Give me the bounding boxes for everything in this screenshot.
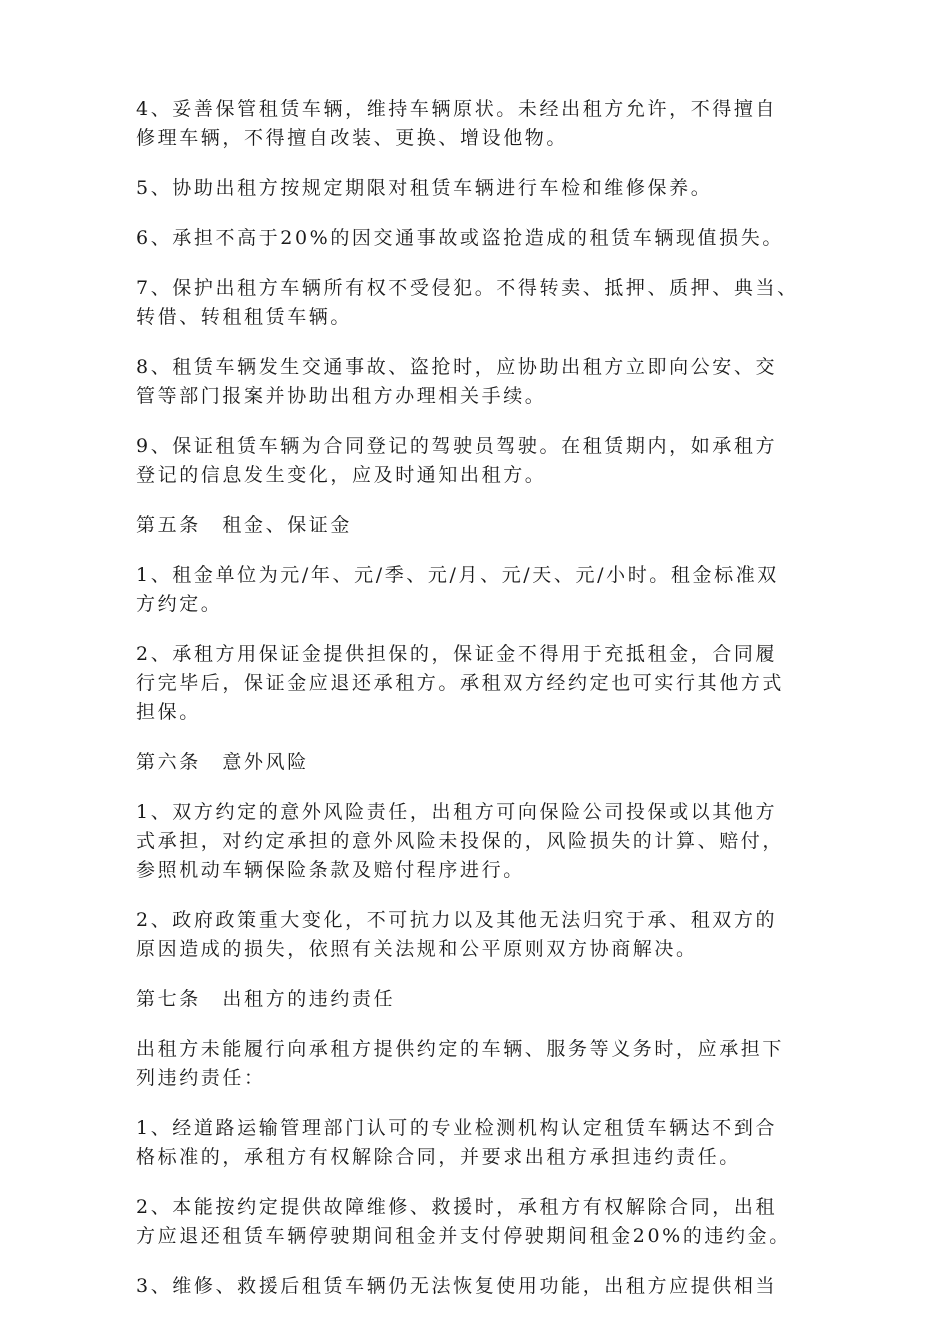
paragraph bbox=[136, 1272, 826, 1301]
text-line: 3、维修、救援后租赁车辆仍无法恢复使用功能，出租方应提供相当 bbox=[136, 1275, 778, 1297]
text-line: 登记的信息发生变化，应及时通知出租方。 bbox=[136, 464, 547, 486]
text-line: 8、租赁车辆发生交通事故、盗抢时，应协助出租方立即向公安、交 bbox=[136, 356, 778, 378]
text-line: 5、协助出租方按规定期限对租赁车辆进行车检和维修保养。 bbox=[136, 177, 713, 199]
text-line: 格标准的，承租方有权解除合同，并要求出租方承担违约责任。 bbox=[136, 1146, 741, 1168]
paragraph bbox=[136, 906, 826, 964]
paragraph bbox=[136, 224, 826, 253]
text-line: 9、保证租赁车辆为合同登记的驾驶员驾驶。在租赁期内，如承租方 bbox=[136, 435, 778, 457]
section-heading bbox=[136, 748, 826, 777]
text-line: 参照机动车辆保险条款及赔付程序进行。 bbox=[136, 859, 525, 881]
text-line: 转借、转租租赁车辆。 bbox=[136, 306, 353, 328]
text-line: 1、经道路运输管理部门认可的专业检测机构认定租赁车辆达不到合 bbox=[136, 1117, 778, 1139]
text-line: 6、承担不高于20%的因交通事故或盗抢造成的租赁车辆现值损失。 bbox=[136, 227, 784, 249]
text-line: 修理车辆，不得擅自改装、更换、增设他物。 bbox=[136, 127, 569, 149]
text-line: 第六条 意外风险 bbox=[136, 751, 309, 773]
text-line: 7、保护出租方车辆所有权不受侵犯。不得转卖、抵押、质押、典当、 bbox=[136, 277, 799, 299]
text-line: 式承担，对约定承担的意外风险未投保的，风险损失的计算、赔付， bbox=[136, 830, 785, 852]
text-line: 方约定。 bbox=[136, 593, 223, 615]
paragraph bbox=[136, 432, 826, 490]
text-line: 4、妥善保管租赁车辆，维持车辆原状。未经出租方允许，不得擅自 bbox=[136, 98, 778, 120]
paragraph bbox=[136, 640, 826, 727]
text-line: 1、双方约定的意外风险责任，出租方可向保险公司投保或以其他方 bbox=[136, 801, 778, 823]
paragraph bbox=[136, 274, 826, 332]
text-line: 出租方未能履行向承租方提供约定的车辆、服务等义务时，应承担下 bbox=[136, 1038, 785, 1060]
section-heading bbox=[136, 511, 826, 540]
paragraph bbox=[136, 798, 826, 885]
text-line: 原因造成的损失，依照有关法规和公平原则双方协商解决。 bbox=[136, 938, 698, 960]
paragraph bbox=[136, 1035, 826, 1093]
paragraph bbox=[136, 1114, 826, 1172]
paragraph bbox=[136, 1193, 826, 1251]
text-line: 第七条 出租方的违约责任 bbox=[136, 988, 396, 1010]
text-line: 2、承租方用保证金提供担保的，保证金不得用于充抵租金，合同履 bbox=[136, 643, 778, 665]
text-line: 管等部门报案并协助出租方办理相关手续。 bbox=[136, 385, 547, 407]
text-line: 1、租金单位为元/年、元/季、元/月、元/天、元/小时。租金标准双 bbox=[136, 564, 779, 586]
paragraph bbox=[136, 174, 826, 203]
text-line: 2、政府政策重大变化，不可抗力以及其他无法归究于承、租双方的 bbox=[136, 909, 778, 931]
paragraph bbox=[136, 353, 826, 411]
text-line: 列违约责任： bbox=[136, 1067, 266, 1089]
document-page bbox=[136, 95, 826, 1322]
text-line: 2、本能按约定提供故障维修、救援时，承租方有权解除合同，出租 bbox=[136, 1196, 778, 1218]
section-heading bbox=[136, 985, 826, 1014]
paragraph bbox=[136, 95, 826, 153]
text-line: 担保。 bbox=[136, 701, 201, 723]
text-line: 第五条 租金、保证金 bbox=[136, 514, 353, 536]
text-line: 行完毕后，保证金应退还承租方。承租双方经约定也可实行其他方式 bbox=[136, 672, 785, 694]
paragraph bbox=[136, 561, 826, 619]
text-line: 方应退还租赁车辆停驶期间租金并支付停驶期间租金20%的违约金。 bbox=[136, 1225, 791, 1247]
